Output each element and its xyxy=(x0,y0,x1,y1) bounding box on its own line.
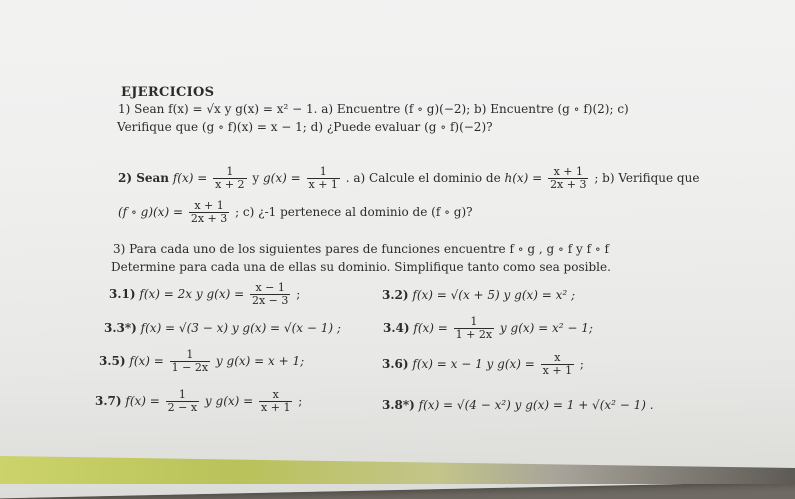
item-3-8-text: f(x) = √(4 − x²) y g(x) = 1 + √(x² − 1) . xyxy=(418,398,654,412)
item-3-1-post: ; xyxy=(296,287,301,301)
item-3-1-num: 3.1) xyxy=(109,287,136,301)
item-3-1-pre: f(x) = 2x y g(x) = xyxy=(139,287,245,301)
ex2-g-num: 1 xyxy=(307,166,340,179)
ex2-g-fraction xyxy=(307,166,340,191)
ex2-y1: y xyxy=(252,171,260,185)
item-3-8 xyxy=(382,398,654,412)
ex2-f-den: x + 2 xyxy=(215,178,245,191)
item-3-7-fraction-f xyxy=(166,389,199,414)
ex3-intro1: 3) Para cada uno de los siguientes pares de funciones encuentre f ∘ g , g ∘ f y f ∘ f xyxy=(113,242,609,256)
item-3-2-text: f(x) = √(x + 5) y g(x) = x² ; xyxy=(412,288,576,302)
item-3-6-den-expr: x + 1 xyxy=(542,364,573,377)
item-3-4-pre: f(x) = xyxy=(413,321,448,335)
ex2-part-b: ; b) Verifique que xyxy=(594,171,700,185)
item-3-7 xyxy=(95,389,302,414)
item-3-7-g-den: x + 1 xyxy=(261,401,291,414)
item-3-4 xyxy=(383,316,593,341)
item-3-7-mid: y g(x) = xyxy=(204,394,254,408)
ex2-h-lhs: h(x) = xyxy=(504,171,543,185)
ex2-f-num: 1 xyxy=(213,166,246,179)
ex2-g-den: x + 1 xyxy=(308,178,338,191)
ex2-part-a: . a) Calcule el dominio de xyxy=(345,171,501,185)
ex2-h-num: x + 1 xyxy=(548,166,588,179)
item-3-5-pre: f(x) = xyxy=(129,354,164,368)
ex2-comp-fraction xyxy=(189,200,229,225)
item-3-6-post: ; xyxy=(579,357,584,371)
item-3-2 xyxy=(382,288,575,302)
item-3-1-num-expr: x − 1 xyxy=(250,282,290,295)
item-3-2-num: 3.2) xyxy=(382,288,409,302)
item-3-5-den-expr: 1 − 2x xyxy=(171,361,209,374)
ex1-line1: 1) Sean f(x) = √x y g(x) = x² − 1. a) Encuentre (f ∘ g)(−2); b) Encuentre (g ∘ f)(2); c) xyxy=(118,102,629,116)
item-3-6 xyxy=(382,352,584,377)
item-3-4-fraction xyxy=(454,316,494,341)
item-3-7-num: 3.7) xyxy=(95,394,122,408)
item-3-6-fraction xyxy=(541,352,574,377)
ex2-g-lhs: g(x) = xyxy=(262,171,301,185)
item-3-4-post: y g(x) = x² − 1; xyxy=(499,321,593,335)
item-3-7-g-num: x xyxy=(259,389,292,402)
item-3-6-num-expr: x xyxy=(541,352,574,365)
ex3-intro2: Determine para cada una de ellas su dominio. Simplifique tanto como sea posible. xyxy=(111,260,611,274)
ex2-part-c: ; c) ¿-1 pertenece al dominio de (f ∘ g)? xyxy=(235,205,473,219)
ex2-line2 xyxy=(118,200,473,225)
ex2-comp-den: 2x + 3 xyxy=(190,212,228,225)
item-3-7-fraction-g xyxy=(259,389,292,414)
item-3-6-pre: f(x) = x − 1 y g(x) = xyxy=(412,357,535,371)
item-3-5-fraction xyxy=(170,349,210,374)
ex2-f-fraction xyxy=(213,166,246,191)
item-3-1-den-expr: 2x − 3 xyxy=(251,294,289,307)
item-3-5-post: y g(x) = x + 1; xyxy=(215,354,305,368)
ex2-comp-num: x + 1 xyxy=(189,200,229,213)
item-3-3 xyxy=(104,321,341,335)
ex2-h-den: 2x + 3 xyxy=(550,178,587,191)
item-3-7-post: ; xyxy=(298,394,303,408)
ex2-comp-lhs: (f ∘ g)(x) = xyxy=(118,205,183,219)
item-3-1 xyxy=(109,282,300,307)
ex2-h-fraction xyxy=(548,166,588,191)
item-3-7-f-num: 1 xyxy=(166,389,199,402)
item-3-6-num: 3.6) xyxy=(382,357,409,371)
item-3-5-num: 3.5) xyxy=(99,354,126,368)
item-3-4-num: 3.4) xyxy=(383,321,410,335)
ex2-line1 xyxy=(118,166,699,191)
item-3-7-f-den: 2 − x xyxy=(167,401,198,414)
item-3-1-fraction xyxy=(250,282,290,307)
item-3-3-num: 3.3*) xyxy=(104,321,137,335)
heading: EJERCICIOS xyxy=(121,85,215,100)
ex2-f-lhs: f(x) = xyxy=(172,171,208,185)
item-3-3-text: f(x) = √(3 − x) y g(x) = √(x − 1) ; xyxy=(140,321,341,335)
item-3-4-den-expr: 1 + 2x xyxy=(455,328,493,341)
item-3-4-num-expr: 1 xyxy=(454,316,494,329)
ex2-lead: 2) Sean xyxy=(118,171,170,185)
item-3-8-num: 3.8*) xyxy=(382,398,415,412)
item-3-5-num-expr: 1 xyxy=(170,349,210,362)
item-3-5 xyxy=(99,349,304,374)
ex1-line2: Verifique que (g ∘ f)(x) = x − 1; d) ¿Puede evaluar (g ∘ f)(−2)? xyxy=(117,120,493,134)
item-3-7-pre: f(x) = xyxy=(125,394,160,408)
